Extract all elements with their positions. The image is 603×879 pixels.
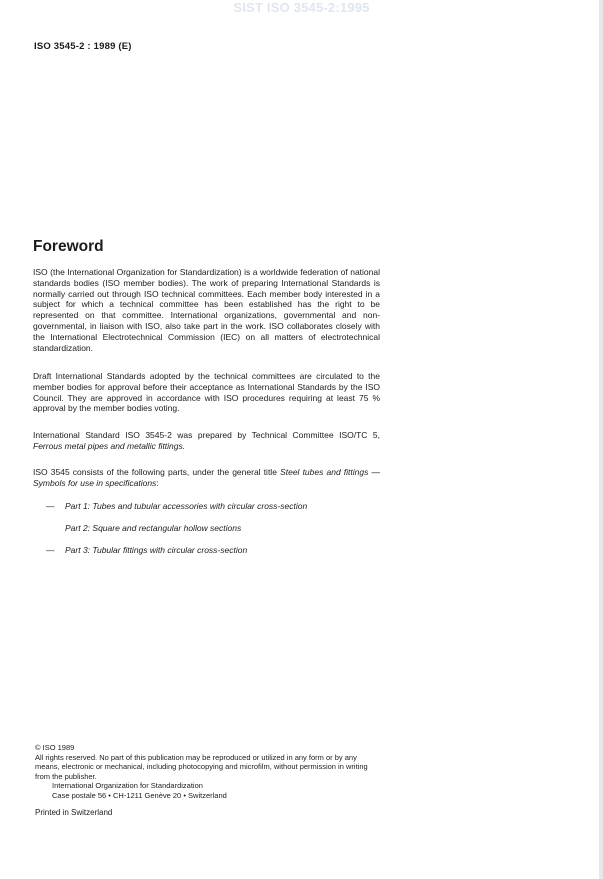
prepared-by-text: International Standard ISO 3545-2 was prepared by Technical Committee ISO/TC 5, (33, 430, 380, 440)
rights-reserved-text: All rights reserved. No part of this publication may be reproduced or utilized in any form or by any means, electronic or mechanical, including photocopying and microfilm, without permission in writing from the publisher. (35, 752, 368, 781)
foreword-paragraph-3 (33, 430, 380, 452)
part-1-label: Part 1: Tubes and tubular accessories with circular cross-section (65, 501, 308, 511)
committee-title: Ferrous metal pipes and metallic fittings. (33, 440, 186, 451)
part-2-item (65, 523, 241, 534)
part-3-label: Part 3: Tubular fittings with circular cross-section (65, 545, 248, 555)
foreword-heading: Foreword (33, 238, 104, 255)
list-dash: — (46, 545, 55, 555)
list-dash: — (46, 501, 55, 511)
general-title: Steel tubes and fittings — Symbols for use in specifications (33, 467, 380, 488)
foreword-paragraph-1: ISO (the International Organization for Standardization) is a worldwide federation of national standards bodies (ISO member bodies). The work of preparing International Standards is normally carried out through ISO technical committees. Each member body interested in a subject for which a technical committee has been established has the right to be represented on that committee. International organizations, governmental and non-governmental, in liaison with ISO, also take part in the work. ISO collaborates closely with the International Electrotechnical Commission (IEC) on all matters of electrotechnical standardization. (33, 267, 380, 353)
copyright-block (35, 743, 380, 800)
printed-in-text: Printed in Switzerland (35, 808, 113, 817)
foreword-paragraph-2: Draft International Standards adopted by the technical committees are circulated to the member bodies for approval before their acceptance as International Standards by the ISO Council. They are approved in accordance with ISO procedures requiring at least 75 % approval by the member bodies voting. (33, 371, 380, 414)
page-edge-shadow (599, 0, 603, 879)
parts-intro-colon: : (156, 477, 159, 488)
part-1-item (46, 501, 307, 512)
foreword-paragraph-4 (33, 467, 380, 489)
part-3-item (46, 545, 247, 556)
publisher-name: International Organization for Standardization (52, 781, 203, 790)
copyright-notice: © ISO 1989 (35, 743, 75, 752)
document-identifier: ISO 3545-2 : 1989 (E) (34, 41, 132, 52)
watermark: SIST ISO 3545-2:1995 (233, 0, 370, 15)
publisher-address: Case postale 56 • CH-1211 Genève 20 • Switzerland (52, 790, 227, 800)
part-2-label: Part 2: Square and rectangular hollow sections (65, 523, 242, 533)
parts-intro-text: ISO 3545 consists of the following parts, under the general title (33, 467, 277, 477)
